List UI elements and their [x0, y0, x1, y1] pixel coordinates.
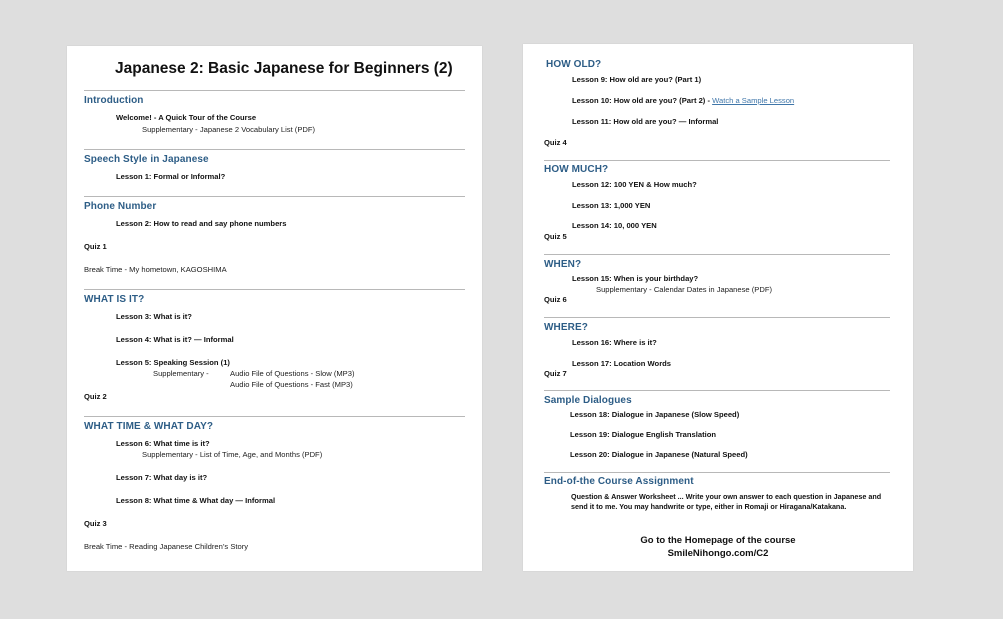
divider [84, 149, 465, 150]
lesson-16-link[interactable]: Lesson 16: Where is it? [572, 338, 657, 347]
divider [84, 90, 465, 91]
lesson-10-link[interactable]: Lesson 10: How old are you? (Part 2) - [572, 96, 710, 105]
divider [544, 390, 890, 391]
assignment-line-1[interactable]: Question & Answer Worksheet ... Write your own answer to each question in Japanese and [571, 492, 882, 501]
divider [544, 160, 890, 161]
audio-slow-link[interactable]: Audio File of Questions - Slow (MP3) [230, 369, 355, 378]
left-page [67, 46, 482, 571]
lesson-1-link[interactable]: Lesson 1: Formal or Informal? [116, 172, 226, 181]
lesson-6-link[interactable]: Lesson 6: What time is it? [116, 439, 210, 448]
divider [544, 472, 890, 473]
lesson-13-link[interactable]: Lesson 13: 1,000 YEN [572, 201, 651, 210]
quiz-3-link[interactable]: Quiz 3 [84, 519, 107, 528]
quiz-5-link[interactable]: Quiz 5 [544, 232, 567, 241]
supplementary-label: Supplementary - [153, 369, 209, 378]
lesson-15-link[interactable]: Lesson 15: When is your birthday? [572, 274, 699, 283]
lesson-17-link[interactable]: Lesson 17: Location Words [572, 359, 672, 368]
section-when: WHEN? [544, 259, 582, 270]
lesson-10-row [572, 96, 794, 105]
assignment-line-2: send it to me. You may handwrite or type, either in Romaji or Hiragana/Katakana. [571, 502, 847, 511]
section-how-old: HOW OLD? [546, 59, 602, 70]
lesson-3-link[interactable]: Lesson 3: What is it? [116, 312, 192, 321]
break-time-story-link[interactable]: Break Time - Reading Japanese Children’s Story [84, 542, 249, 551]
supplementary-vocab-link[interactable]: Supplementary - Japanese 2 Vocabulary List (PDF) [142, 125, 316, 134]
homepage-url[interactable]: SmileNihongo.com/C2 [667, 548, 769, 559]
section-assignment: End-of-the Course Assignment [544, 476, 694, 487]
divider [84, 289, 465, 290]
section-where: WHERE? [544, 322, 588, 333]
lesson-7-link[interactable]: Lesson 7: What day is it? [116, 473, 208, 482]
section-speech-style: Speech Style in Japanese [84, 154, 209, 165]
lesson-18-link[interactable]: Lesson 18: Dialogue in Japanese (Slow Speed) [570, 410, 740, 419]
audio-fast-link[interactable]: Audio File of Questions - Fast (MP3) [230, 380, 353, 389]
lesson-14-link[interactable]: Lesson 14: 10, 000 YEN [572, 221, 657, 230]
lesson-9-link[interactable]: Lesson 9: How old are you? (Part 1) [572, 75, 702, 84]
section-what-is-it: WHAT IS IT? [84, 294, 145, 305]
quiz-2-link[interactable]: Quiz 2 [84, 392, 107, 401]
divider [84, 196, 465, 197]
lesson-20-link[interactable]: Lesson 20: Dialogue in Japanese (Natural Speed) [570, 450, 748, 459]
page-title: Japanese 2: Basic Japanese for Beginners (2) [115, 60, 453, 77]
lesson-5-link[interactable]: Lesson 5: Speaking Session (1) [116, 358, 230, 367]
right-page [523, 44, 913, 571]
lesson-8-link[interactable]: Lesson 8: What time & What day — Informal [116, 496, 276, 505]
lesson-19-link[interactable]: Lesson 19: Dialogue English Translation [570, 430, 716, 439]
quiz-1-link[interactable]: Quiz 1 [84, 242, 107, 251]
section-phone-number: Phone Number [84, 201, 157, 212]
divider [84, 416, 465, 417]
watch-sample-lesson-link[interactable]: Watch a Sample Lesson [712, 96, 795, 105]
break-time-kagoshima-link[interactable]: Break Time - My hometown, KAGOSHIMA [84, 265, 227, 274]
quiz-4-link[interactable]: Quiz 4 [544, 138, 567, 147]
lesson-4-link[interactable]: Lesson 4: What is it? — Informal [116, 335, 234, 344]
quiz-6-link[interactable]: Quiz 6 [544, 295, 567, 304]
supplementary-time-list-link[interactable]: Supplementary - List of Time, Age, and Months (PDF) [142, 450, 323, 459]
welcome-link[interactable]: Welcome! - A Quick Tour of the Course [116, 113, 257, 122]
section-sample-dialogues: Sample Dialogues [544, 395, 632, 406]
divider [544, 317, 890, 318]
lesson-2-link[interactable]: Lesson 2: How to read and say phone numbers [116, 219, 287, 228]
supplementary-calendar-link[interactable]: Supplementary - Calendar Dates in Japanese (PDF) [596, 285, 773, 294]
section-introduction: Introduction [84, 95, 144, 106]
divider [544, 254, 890, 255]
lesson-12-link[interactable]: Lesson 12: 100 YEN & How much? [572, 180, 697, 189]
homepage-link-text[interactable]: Go to the Homepage of the course [640, 535, 796, 546]
section-what-time: WHAT TIME & WHAT DAY? [84, 421, 214, 432]
section-how-much: HOW MUCH? [544, 164, 609, 175]
lesson-11-link[interactable]: Lesson 11: How old are you? — Informal [572, 117, 719, 126]
quiz-7-link[interactable]: Quiz 7 [544, 369, 567, 378]
